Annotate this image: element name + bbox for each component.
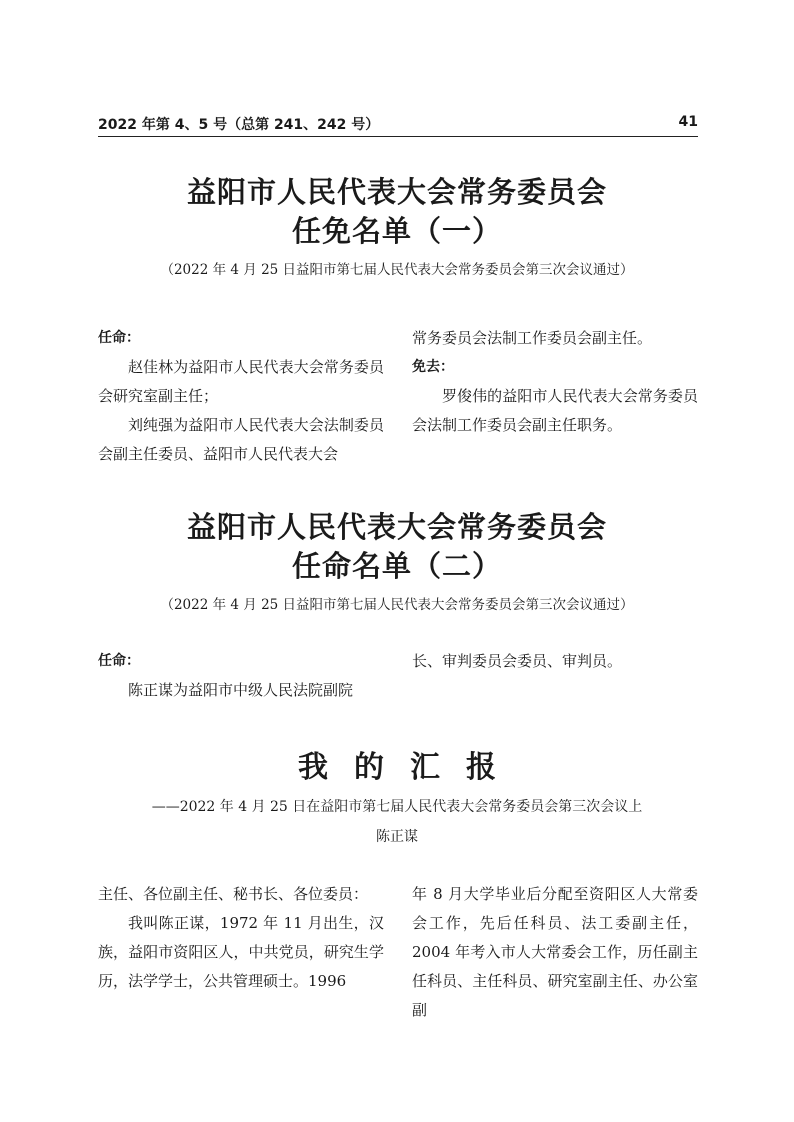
section2-left-column (98, 647, 384, 705)
appointment-item-continued: 长、审判委员会委员、审判员。 (412, 652, 623, 670)
section2-right-column (412, 647, 698, 676)
page-number: 41 (678, 114, 698, 130)
section1-title-line1: 益阳市人民代表大会常务委员会 (186, 175, 607, 209)
section1-right-column (412, 324, 698, 440)
report-paragraph-continued: 年 8 月大学毕业后分配至资阳区人大常委会工作，先后任科员、法工委副主任，2004 年考入市人大常委会工作，历任副主任科员、主任科员、研究室副主任、办公室副 (412, 885, 698, 1019)
section1-subtitle: （2022 年 4 月 25 日益阳市第七届人民代表大会常务委员会第三次会议通过） (160, 262, 634, 278)
section1-left-column (98, 324, 384, 469)
section2-title-line2: 任命名单（二） (291, 549, 502, 583)
section1-title-line2: 任免名单（一） (291, 214, 502, 248)
section2-title-line1: 益阳市人民代表大会常务委员会 (186, 510, 607, 544)
running-header (98, 114, 698, 136)
appointment-item-continued: 常务委员会法制工作委员会副主任。 (412, 329, 653, 347)
greeting: 主任、各位副主任、秘书长、各位委员： (98, 885, 369, 903)
appointment-item: 陈正谋为益阳市中级人民法院副院 (128, 681, 354, 699)
appointment-item: 刘纯强为益阳市人民代表大会法制委员会副主任委员、益阳市人民代表大会 (98, 416, 384, 463)
header-rule (98, 136, 698, 137)
report-left-column (98, 880, 384, 996)
report-subtitle: ——2022 年 4 月 25 日在益阳市第七届人民代表大会常务委员会第三次会议上 (151, 799, 643, 815)
appointment-item: 赵佳林为益阳市人民代表大会常务委员会研究室副主任； (98, 358, 384, 405)
appoint-label: 任命： (98, 653, 140, 669)
report-paragraph: 我叫陈正谋，1972 年 11 月出生，汉族，益阳市资阳区人，中共党员，研究生学历，法学学士，公共管理硕士。1996 (98, 914, 384, 990)
issue-info: 2022 年第 4、5 号（总第 241、242 号） (98, 117, 380, 133)
remove-label: 免去： (412, 359, 454, 375)
report-title: 我的汇报 (298, 750, 522, 785)
report-right-column (412, 880, 698, 1025)
report-author: 陈正谋 (376, 829, 418, 845)
section2-subtitle: （2022 年 4 月 25 日益阳市第七届人民代表大会常务委员会第三次会议通过） (160, 597, 634, 613)
appoint-label: 任命： (98, 330, 140, 346)
removal-item: 罗俊伟的益阳市人民代表大会常务委员会法制工作委员会副主任职务。 (412, 387, 698, 434)
